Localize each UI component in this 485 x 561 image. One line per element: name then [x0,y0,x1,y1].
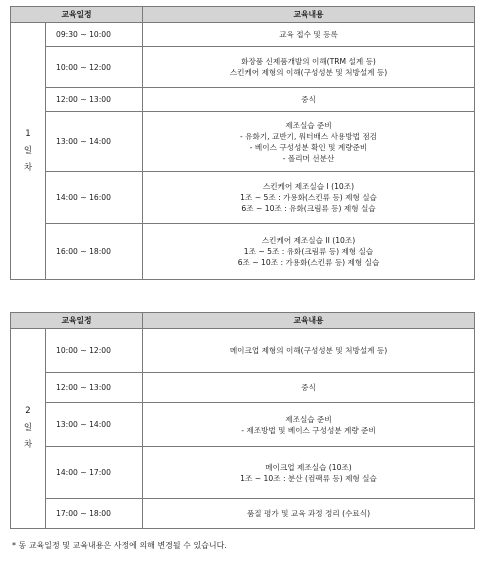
row-time: 14:00 ~ 17:00 [46,447,143,499]
table-row [11,112,475,172]
header-content: 교육내용 [143,7,475,23]
table-row [11,172,475,224]
header-schedule: 교육일정 [11,313,143,329]
row-time: 12:00 ~ 13:00 [46,88,143,112]
table-row [11,403,475,447]
table-row [11,23,475,47]
row-content: 제조실습 준비 - 유화기, 교반기, 워터배스 사용방법 점검 - 베이스 구성성분 확인 및 계량준비 - 폴리머 선분산 [143,112,475,172]
schedule-table-day1 [10,6,475,280]
row-content: 메이크업 제조실습 (10조) 1조 ~ 10조 : 분산 (컴팩류 등) 제형 실습 [143,447,475,499]
table-row [11,224,475,280]
table-row [11,88,475,112]
table-row [11,47,475,88]
table-header-row [11,7,475,23]
header-content: 교육내용 [143,313,475,329]
row-time: 10:00 ~ 12:00 [46,329,143,373]
row-time: 14:00 ~ 16:00 [46,172,143,224]
row-time: 16:00 ~ 18:00 [46,224,143,280]
row-content: 스킨케어 제조실습 II (10조) 1조 ~ 5조 : 유화(크림류 등) 제형 실습 6조 ~ 10조 : 가용화(스킨류 등) 제형 실습 [143,224,475,280]
footnote: * 동 교육일정 및 교육내용은 사정에 의해 변경될 수 있습니다. [12,541,227,550]
row-time: 10:00 ~ 12:00 [46,47,143,88]
row-time: 12:00 ~ 13:00 [46,373,143,403]
row-content: 스킨케어 제조실습 I (10조) 1조 ~ 5조 : 가용화(스킨류 등) 제형 실습 6조 ~ 10조 : 유화(크림류 등) 제형 실습 [143,172,475,224]
day-label: 1 일 차 [11,23,46,280]
table-row [11,499,475,529]
row-time: 13:00 ~ 14:00 [46,403,143,447]
row-time: 13:00 ~ 14:00 [46,112,143,172]
row-content: 품질 평가 및 교육 과정 정리 (수료식) [143,499,475,529]
header-schedule: 교육일정 [11,7,143,23]
row-content: 교육 접수 및 등록 [143,23,475,47]
row-time: 17:00 ~ 18:00 [46,499,143,529]
row-content: 제조실습 준비 - 제조방법 및 베이스 구성성분 계량 준비 [143,403,475,447]
row-time: 09:30 ~ 10:00 [46,23,143,47]
table-row [11,329,475,373]
table-row [11,447,475,499]
table-header-row [11,313,475,329]
row-content: 화장품 신제품개발의 이해(TRM 설계 등) 스킨케어 제형의 이해(구성성분 및 처방설계 등) [143,47,475,88]
day-label: 2 일 차 [11,329,46,529]
row-content: 중식 [143,88,475,112]
row-content: 메이크업 제형의 이해(구성성분 및 처방설계 등) [143,329,475,373]
schedule-table-day2 [10,312,475,529]
row-content: 중식 [143,373,475,403]
table-row [11,373,475,403]
